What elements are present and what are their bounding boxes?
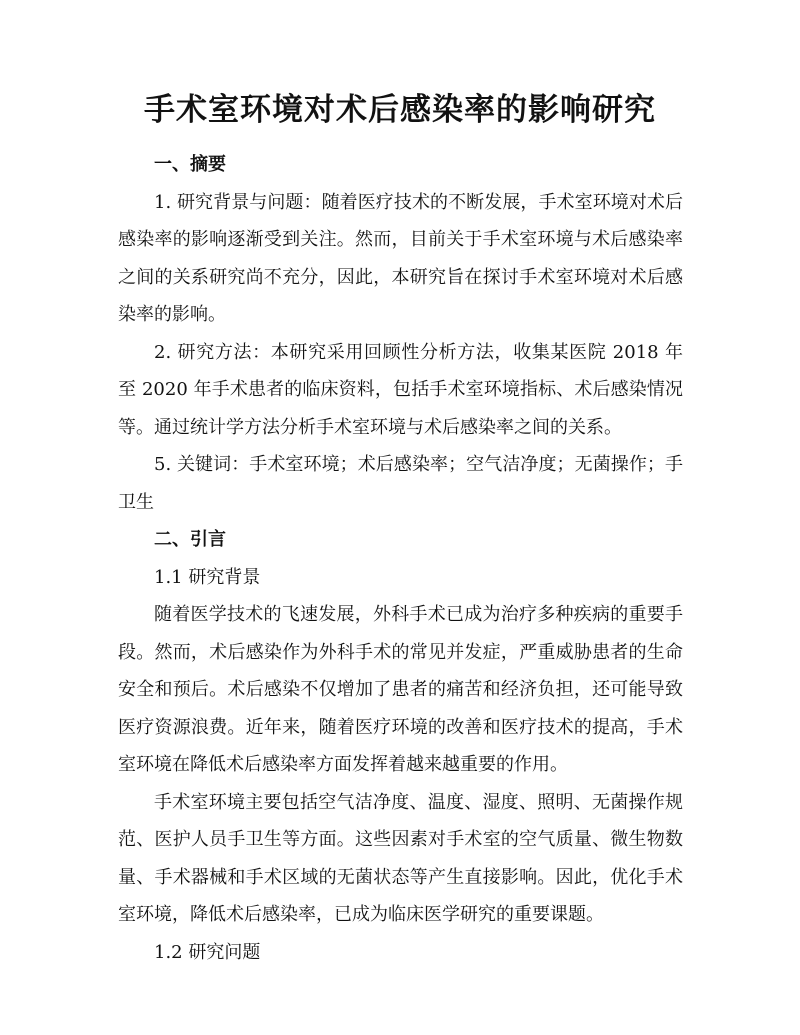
document-title: 手术室环境对术后感染率的影响研究 [144, 92, 656, 128]
section-heading-abstract: 一、摘要 [154, 154, 226, 175]
abstract-paragraph-keywords: 5. 关键词：手术室环境；术后感染率；空气洁净度；无菌操作；手卫生 [118, 454, 683, 513]
document-body [118, 146, 683, 971]
abstract-paragraph-background: 1. 研究背景与问题：随着医疗技术的不断发展，手术室环境对术后感染率的影响逐渐受到关注。然而，目前关于手术室环境与术后感染率之间的关系研究尚不充分，因此，本研究旨在探讨手术室环境对术后感染率的影响。 [118, 191, 683, 325]
section-heading-introduction: 二、引言 [154, 529, 226, 550]
subheading-research-background: 1.1 研究背景 [154, 566, 261, 588]
intro-paragraph-1: 随着医学技术的飞速发展，外科手术已成为治疗多种疾病的重要手段。然而，术后感染作为外科手术的常见并发症，严重威胁患者的生命安全和预后。术后感染不仅增加了患者的痛苦和经济负担，还可能导致医疗资源浪费。近年来，随着医疗环境的改善和医疗技术的提高，手术室环境在降低术后感染率方面发挥着越来越重要的作用。 [118, 604, 683, 775]
intro-paragraph-2: 手术室环境主要包括空气洁净度、温度、湿度、照明、无菌操作规范、医护人员手卫生等方面。这些因素对手术室的空气质量、微生物数量、手术器械和手术区域的无菌状态等产生直接影响。因此，优化手术室环境，降低术后感染率，已成为临床医学研究的重要课题。 [118, 791, 683, 925]
subheading-research-question: 1.2 研究问题 [154, 941, 261, 963]
abstract-paragraph-method: 2. 研究方法：本研究采用回顾性分析方法，收集某医院 2018 年至 2020 年手术患者的临床资料，包括手术室环境指标、术后感染情况等。通过统计学方法分析手术室环境与术后感染率之间的关系。 [118, 341, 683, 438]
